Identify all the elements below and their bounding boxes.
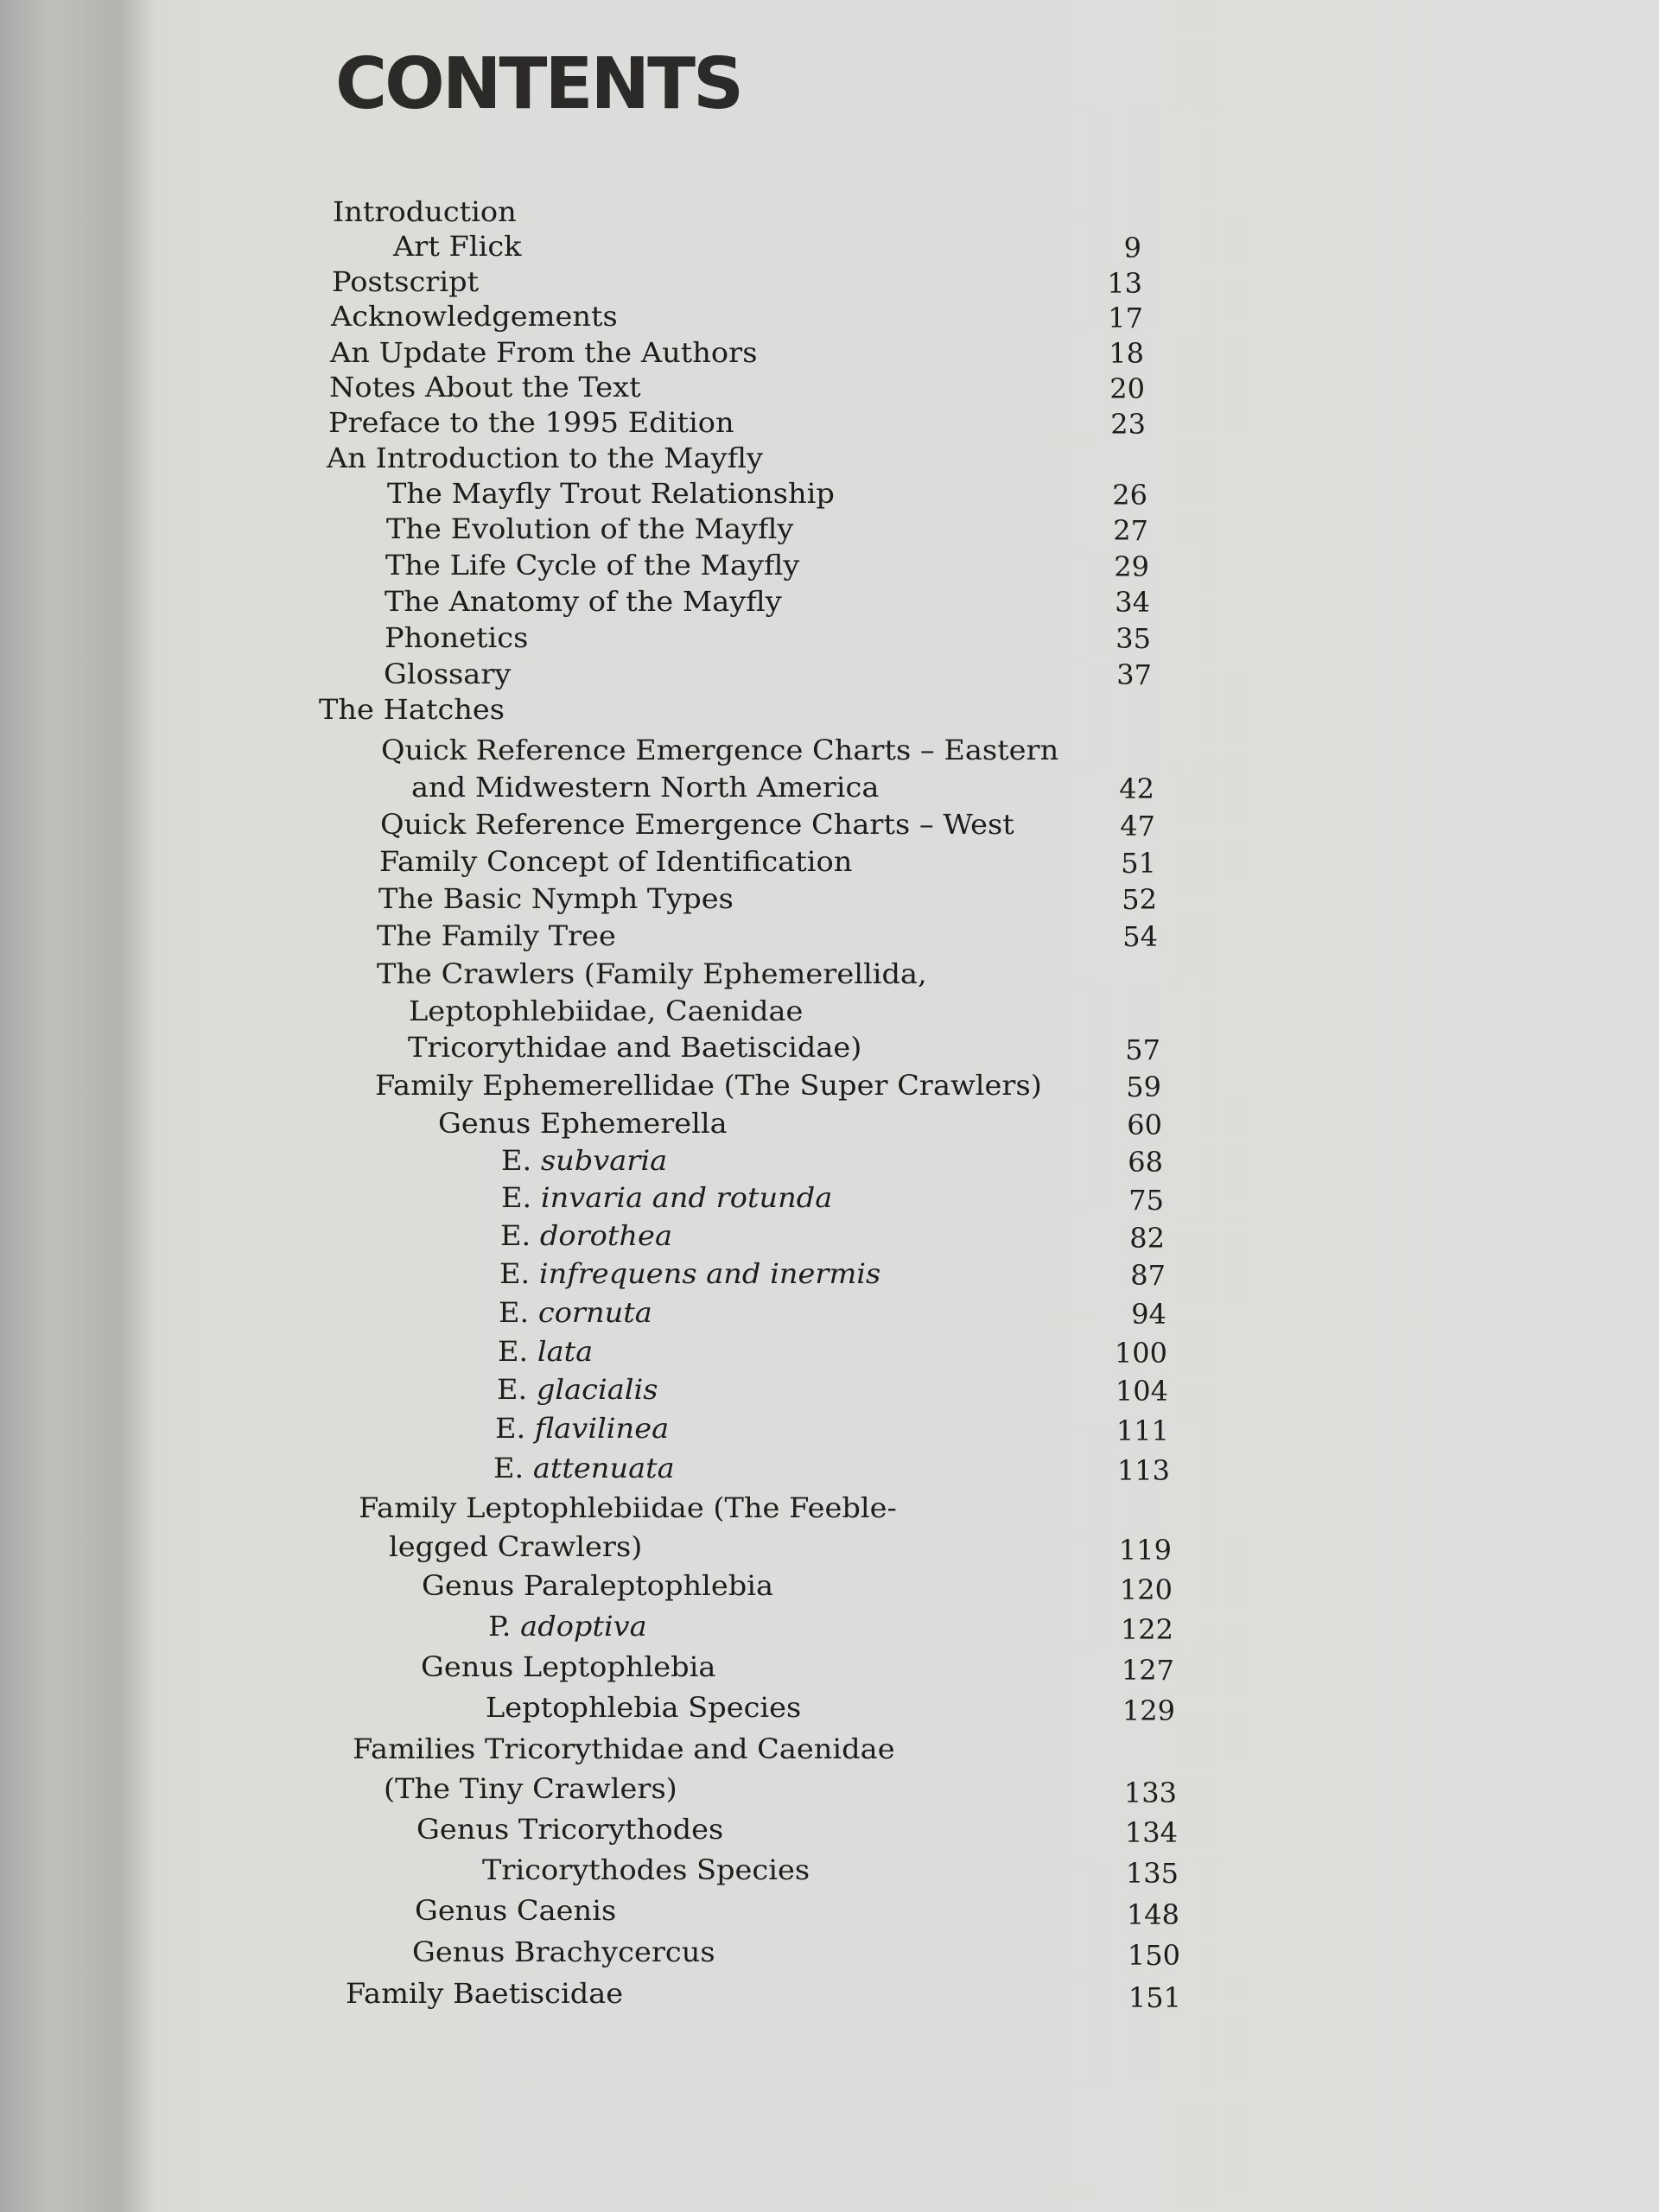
toc-page-number: 54	[1122, 920, 1158, 953]
toc-entry: Families Tricorythidae and Caenidae	[353, 1732, 895, 1765]
toc-entry: Introduction	[333, 195, 517, 228]
toc-entry: Genus Brachycercus	[412, 1936, 715, 1968]
toc-page-number: 129	[1122, 1694, 1175, 1727]
toc-page-number: 34	[1115, 586, 1150, 619]
toc-entry: Phonetics	[385, 621, 529, 654]
toc-page-number: 68	[1128, 1146, 1163, 1179]
toc-page-number: 120	[1119, 1573, 1173, 1606]
toc-entry: Genus Ephemerella	[438, 1107, 728, 1140]
toc-page-number: 59	[1126, 1071, 1161, 1103]
toc-species-name: subvaria	[540, 1144, 668, 1177]
toc-species-name: cornuta	[537, 1296, 652, 1329]
toc-page-number: 29	[1114, 550, 1149, 583]
toc-entry: An Introduction to the Mayfly	[327, 442, 763, 474]
toc-page-number: 60	[1127, 1109, 1162, 1141]
toc-page-number: 9	[1123, 232, 1141, 264]
toc-genus-abbrev: E.	[493, 1452, 524, 1484]
toc-entry: The Crawlers (Family Ephemerellida,	[377, 957, 927, 990]
toc-page-number: 104	[1115, 1375, 1168, 1408]
toc-entry: The Family Tree	[377, 919, 616, 952]
toc-entry: Acknowledgements	[331, 300, 618, 333]
toc-page-number: 18	[1109, 337, 1144, 370]
toc-page-number: 100	[1114, 1337, 1167, 1370]
toc-page-number: 119	[1118, 1534, 1172, 1567]
toc-page-number: 17	[1108, 302, 1143, 334]
toc-page-number: 27	[1113, 514, 1148, 547]
toc-entry: Glossary	[384, 658, 512, 690]
toc-species-name: invaria and rotunda	[540, 1181, 833, 1214]
toc-entry: Notes About the Text	[329, 371, 641, 404]
toc-entry: Tricorythidae and Baetiscidae)	[408, 1031, 862, 1064]
toc-genus-abbrev: E.	[495, 1412, 526, 1445]
toc-entry: The Life Cycle of the Mayfly	[385, 549, 800, 582]
toc-entry	[501, 1180, 832, 1215]
toc-page-number: 47	[1120, 810, 1155, 842]
toc-page-number: 82	[1129, 1222, 1165, 1255]
toc-genus-abbrev: E.	[501, 1181, 532, 1214]
toc-entry: The Evolution of the Mayfly	[386, 512, 794, 545]
toc-page-number: 134	[1124, 1816, 1178, 1849]
toc-entry: Family Leptophlebiidae (The Feeble-	[359, 1491, 897, 1524]
toc-page-number: 148	[1126, 1898, 1179, 1931]
toc-species-name: infrequens and inermis	[538, 1257, 881, 1290]
toc-page-number: 113	[1116, 1454, 1170, 1487]
toc-page-number: 20	[1109, 372, 1145, 405]
toc-page-number: 122	[1120, 1613, 1173, 1646]
toc-entry: The Anatomy of the Mayfly	[385, 585, 782, 618]
toc-entry: Genus Caenis	[415, 1894, 617, 1927]
toc-entry: Preface to the 1995 Edition	[328, 406, 734, 439]
toc-page-number: 26	[1112, 479, 1147, 512]
toc-page-number: 13	[1107, 267, 1142, 300]
toc-entry: Family Baetiscidae	[346, 1977, 624, 2010]
toc-page-number: 111	[1116, 1414, 1169, 1447]
toc-genus-abbrev: E.	[499, 1257, 531, 1290]
toc-entry: Tricorythodes Species	[482, 1853, 810, 1886]
toc-page-number: 37	[1116, 658, 1152, 691]
toc-page-number: 75	[1128, 1184, 1164, 1217]
toc-entry: legged Crawlers)	[389, 1530, 643, 1563]
toc-entry	[498, 1334, 593, 1369]
toc-entry: Genus Tricorythodes	[416, 1813, 724, 1846]
toc-entry	[488, 1609, 647, 1643]
toc-entry: Leptophlebiidae, Caenidae	[409, 995, 804, 1027]
toc-entry	[493, 1451, 675, 1485]
toc-page-number: 51	[1121, 847, 1156, 880]
toc-entry: Genus Paraleptophlebia	[422, 1569, 774, 1602]
toc-entry: Genus Leptophlebia	[421, 1650, 716, 1683]
toc-entry: and Midwestern North America	[411, 771, 880, 804]
toc-species-name: dorothea	[539, 1219, 672, 1252]
toc-page-number: 94	[1131, 1298, 1166, 1331]
toc-species-name: glacialis	[536, 1373, 658, 1406]
toc-genus-abbrev: E.	[501, 1144, 532, 1177]
toc-species-name: adoptiva	[520, 1610, 647, 1643]
toc-entry: Quick Reference Emergence Charts – Eastern	[381, 734, 1059, 766]
toc-entry: The Hatches	[319, 693, 505, 726]
toc-entry	[497, 1372, 658, 1407]
toc-entry: Leptophlebia Species	[486, 1691, 802, 1724]
toc-entry: The Basic Nymph Types	[378, 882, 734, 915]
toc-species-name: attenuata	[532, 1452, 675, 1484]
toc-page-number: 127	[1121, 1654, 1174, 1687]
toc-page-number: 135	[1125, 1857, 1179, 1890]
toc-page-number: 133	[1123, 1777, 1177, 1809]
toc-page-number: 57	[1125, 1033, 1160, 1066]
toc-page-number: 151	[1128, 1981, 1181, 2014]
toc-entry: An Update From the Authors	[330, 336, 758, 369]
page-title: CONTENTS	[335, 43, 742, 125]
toc-species-name: flavilinea	[534, 1412, 670, 1445]
toc-entry: (The Tiny Crawlers)	[384, 1772, 677, 1805]
toc-entry: The Mayfly Trout Relationship	[387, 477, 835, 510]
toc-genus-abbrev: P.	[488, 1610, 512, 1643]
toc-species-name: lata	[537, 1335, 594, 1368]
toc-entry	[499, 1256, 880, 1291]
toc-page-number: 42	[1119, 772, 1154, 805]
toc-page-number: 150	[1127, 1939, 1180, 1972]
toc-page-number: 87	[1130, 1259, 1166, 1292]
toc-genus-abbrev: E.	[499, 1296, 530, 1329]
toc-genus-abbrev: E.	[500, 1219, 531, 1252]
toc-entry	[495, 1411, 669, 1446]
toc-entry: Postscript	[332, 265, 480, 298]
toc-entry: Art Flick	[393, 230, 522, 263]
toc-genus-abbrev: E.	[497, 1373, 528, 1406]
toc-page-number: 52	[1122, 883, 1157, 916]
toc-entry	[499, 1295, 652, 1330]
toc-page-number: 23	[1110, 408, 1146, 441]
toc-page-number: 35	[1116, 622, 1151, 655]
toc-entry: Quick Reference Emergence Charts – West	[380, 808, 1014, 841]
toc-entry: Family Concept of Identification	[379, 845, 853, 878]
toc-entry: Family Ephemerellidae (The Super Crawlers)	[375, 1069, 1042, 1102]
toc-entry	[500, 1218, 672, 1253]
toc-genus-abbrev: E.	[498, 1335, 529, 1368]
toc-entry	[501, 1143, 667, 1178]
